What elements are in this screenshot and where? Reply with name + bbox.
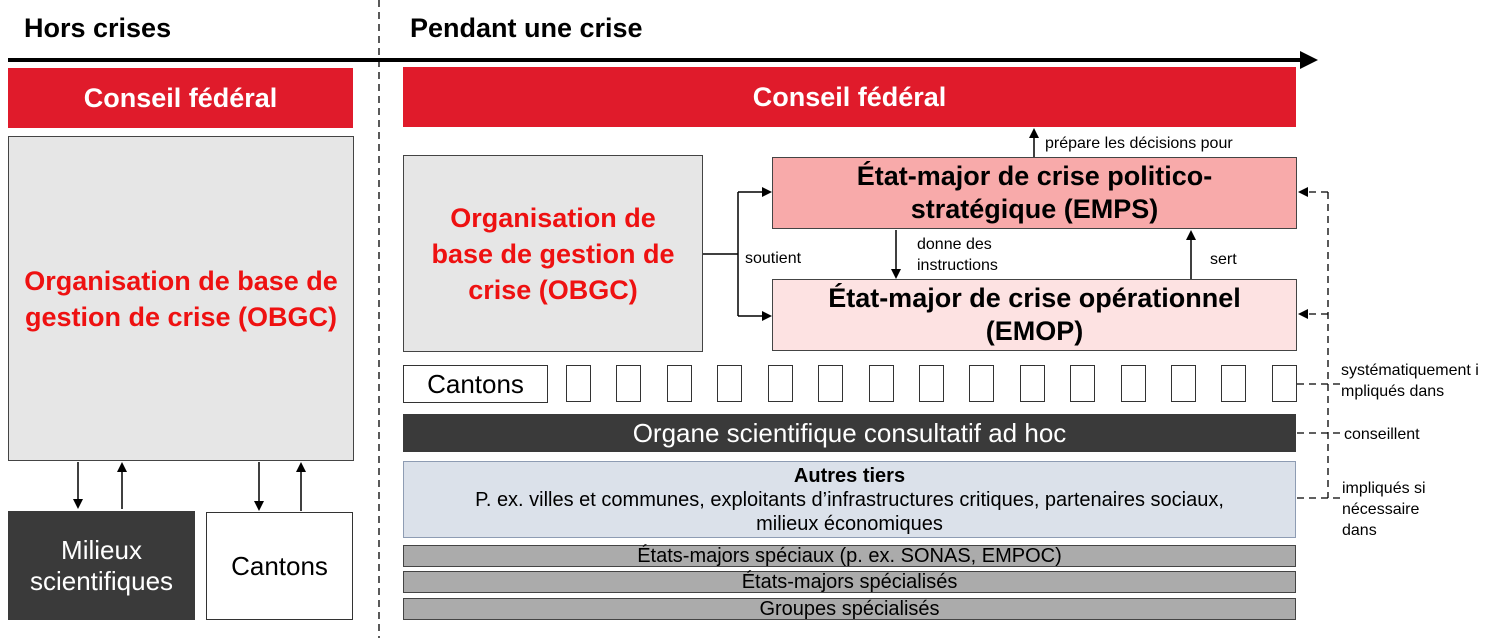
canton-cell [768,365,793,402]
left-conseil-federal: Conseil fédéral [8,68,353,128]
label-sert: sert [1210,251,1237,268]
canton-cell [869,365,894,402]
autres-tiers-text: P. ex. villes et communes, exploitants d’infrastructures critiques, partenaires sociaux, milieux économiques [475,489,1224,535]
side-label-systematic: systématiquement impliqués dans [1341,362,1479,400]
left-obgc-box: Organisation de base de gestion de crise (OBGC) [8,136,354,461]
right-obgc-box: Organisation de base de gestion de crise (OBGC) [403,155,703,352]
organe-scientifique-bar: Organe scientifique consultatif ad hoc [403,414,1296,452]
canton-cell [717,365,742,402]
label-soutient: soutient [745,250,802,267]
heading-hors-crises: Hors crises [24,13,172,43]
canton-cells-row [566,365,1297,403]
bar-etats-majors-speciaux: États-majors spéciaux (p. ex. SONAS, EMPOC) [403,545,1296,567]
left-milieux-scientifiques: Milieux scientifiques [8,511,195,620]
canton-cell [969,365,994,402]
emop-box: État-major de crise opérationnel (EMOP) [772,279,1297,351]
label-prepare: prépare les décisions pour [1045,135,1233,152]
bar-groupes-specialises: Groupes spécialisés [403,598,1296,620]
canton-cell [818,365,843,402]
canton-cell [919,365,944,402]
heading-pendant-crise: Pendant une crise [410,13,643,43]
emps-box: État-major de crise politico-stratégique (EMPS) [772,157,1297,229]
canton-cell [1272,365,1297,402]
canton-cell [1171,365,1196,402]
canton-cell [1121,365,1146,402]
canton-cell [616,365,641,402]
autres-tiers-title: Autres tiers [793,465,906,487]
bar-etats-majors-specialises: États-majors spécialisés [403,571,1296,593]
timeline-arrowhead [1300,51,1318,69]
canton-cell [566,365,591,402]
right-conseil-federal: Conseil fédéral [403,67,1296,127]
right-cantons-label: Cantons [403,365,548,403]
side-label-advise: conseillent [1344,426,1420,443]
left-cantons: Cantons [206,512,353,620]
canton-cell [1020,365,1045,402]
canton-cell [667,365,692,402]
canton-cell [1221,365,1246,402]
autres-tiers-box [403,461,1296,538]
label-donne-instructions: donne des instructions [917,236,998,274]
side-label-involved: impliqués si nécessaire dans [1342,480,1426,539]
canton-cell [1070,365,1095,402]
